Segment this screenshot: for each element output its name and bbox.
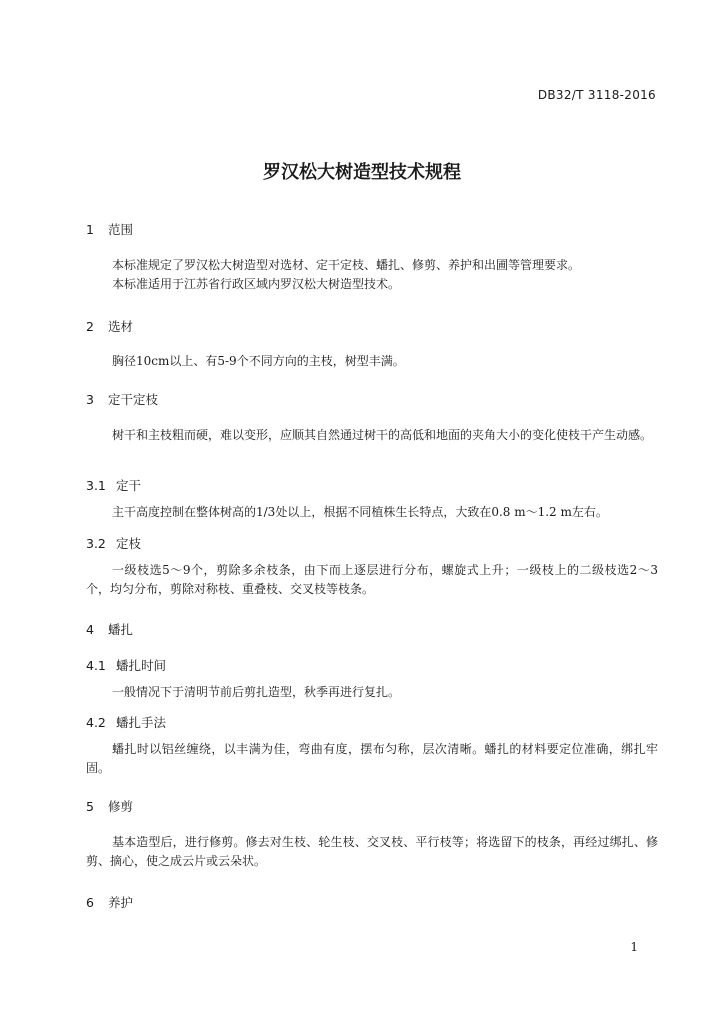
page-number: 1 [630, 940, 638, 954]
section-title: 定枝 [116, 536, 142, 551]
section-title: 蟠扎时间 [116, 658, 167, 673]
paragraph: 树干和主枝粗而硬，难以变形，应顺其自然通过树干的高低和地面的夹角大小的变化使枝干产生动感。 [112, 428, 653, 442]
paragraph: 一般情况下于清明节前后剪扎造型，秋季再进行复扎。 [112, 685, 401, 699]
section-heading-4-1 [86, 656, 166, 674]
section-number: 3.2 [86, 536, 106, 551]
section-number: 1 [86, 222, 94, 237]
section-heading-4-2 [86, 713, 166, 731]
section-title: 定干 [116, 478, 142, 493]
section-number: 3 [86, 392, 94, 407]
section-title: 蟠扎手法 [116, 715, 167, 730]
section-number: 3.1 [86, 478, 106, 493]
section-heading-2 [86, 317, 133, 335]
section-number: 4 [86, 622, 94, 637]
paragraph: 蟠扎时以铝丝缠绕，以丰满为佳，弯曲有度，摆布匀称，层次清晰。蟠扎的材料要定位准确，绑扎牢固。 [86, 742, 658, 775]
section-title: 定干定枝 [108, 392, 159, 407]
section-heading-5 [86, 797, 133, 815]
document-code: DB32/T 3118-2016 [537, 88, 656, 102]
section-heading-1 [86, 220, 133, 238]
paragraph: 本标准规定了罗汉松大树造型对选材、定干定枝、蟠扎、修剪、养护和出圃等管理要求。 [112, 258, 581, 272]
section-title: 蟠扎 [108, 622, 134, 637]
section-number: 6 [86, 895, 94, 910]
section-title: 修剪 [108, 799, 134, 814]
paragraph: 基本造型后，进行修剪。修去对生枝、轮生枝、交叉枝、平行枝等；将选留下的枝条，再经过绑扎、修剪、摘心，使之成云片或云朵状。 [86, 835, 658, 868]
paragraph: 胸径10cm以上、有5-9个不同方向的主枝，树型丰满。 [112, 354, 405, 368]
section-heading-3-1 [86, 476, 141, 494]
section-title: 养护 [108, 895, 134, 910]
section-number: 4.1 [86, 658, 106, 673]
section-heading-3-2 [86, 534, 141, 552]
section-heading-4 [86, 620, 133, 638]
paragraph: 主干高度控制在整体树高的1/3处以上，根据不同植株生长特点，大致在0.8 m～1.2 m左右。 [112, 505, 608, 519]
paragraph: 本标准适用于江苏省行政区域内罗汉松大树造型技术。 [112, 277, 401, 291]
section-number: 5 [86, 799, 94, 814]
section-number: 4.2 [86, 715, 106, 730]
section-title: 选材 [108, 319, 134, 334]
section-title: 范围 [108, 222, 134, 237]
section-number: 2 [86, 319, 94, 334]
section-heading-3 [86, 390, 158, 408]
section-heading-6 [86, 893, 133, 911]
paragraph: 一级枝选5～9个，剪除多余枝条，由下而上逐层进行分布，螺旋式上升；一级枝上的二级枝选2～3个，均匀分布，剪除对称枝、重叠枝、交叉枝等枝条。 [86, 563, 658, 596]
document-title: 罗汉松大树造型技术规程 [263, 162, 461, 183]
